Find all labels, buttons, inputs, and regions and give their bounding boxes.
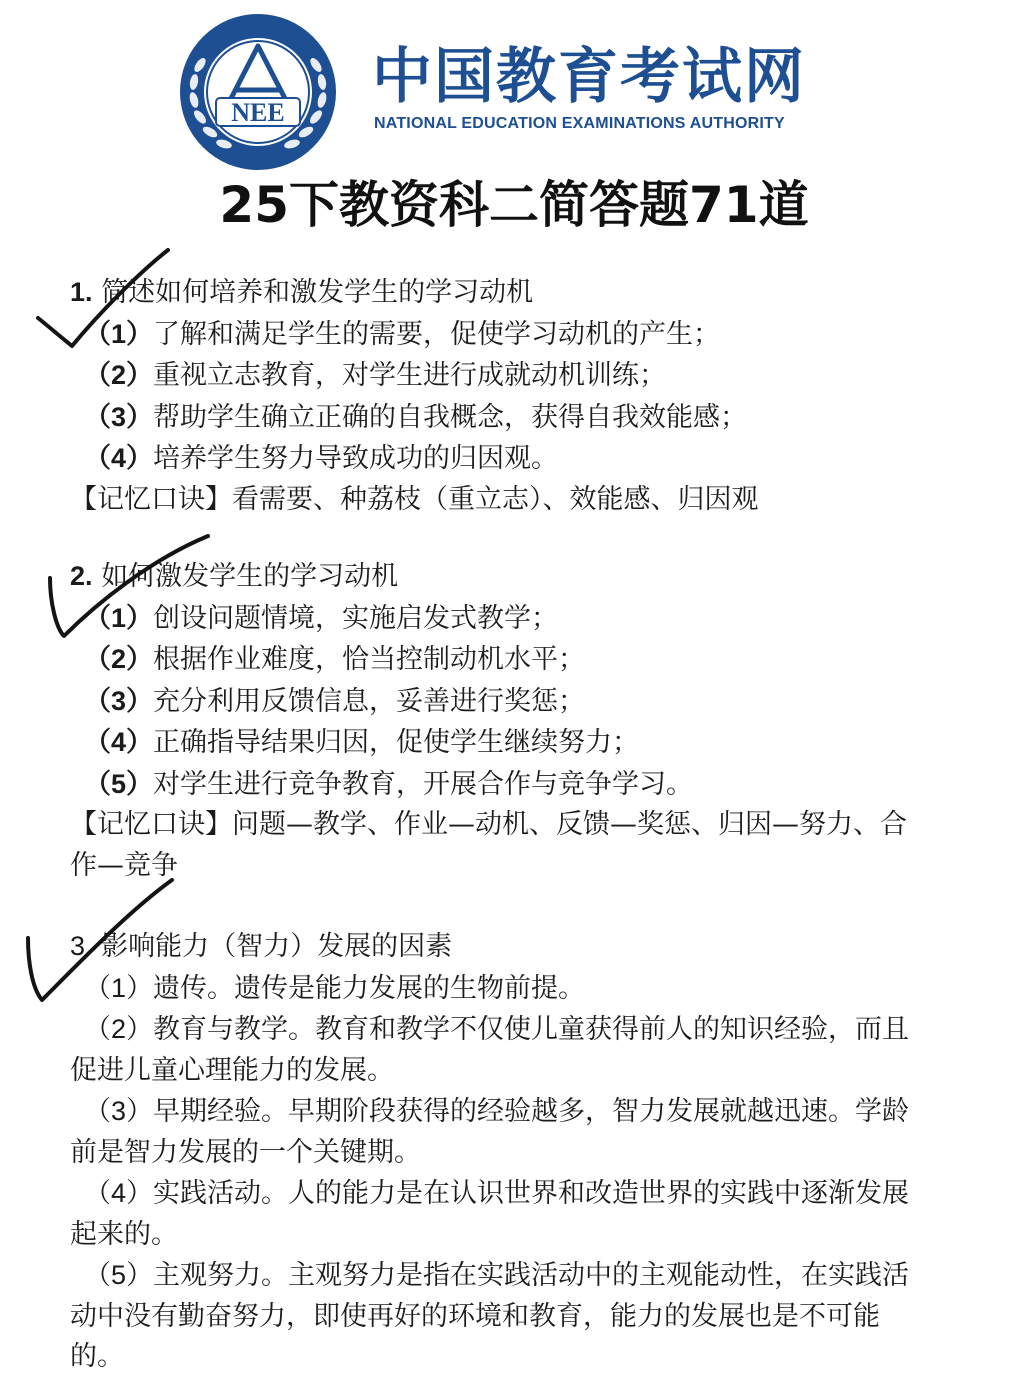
item-text: 教育与教学。教育和教学不仅使儿童获得前人的知识经验，而且 — [153, 1014, 910, 1045]
nee-seal-icon — [178, 12, 338, 172]
document-body — [70, 272, 970, 1378]
item-text: 重视立志教育，对学生进行成就动机训练； — [153, 360, 667, 391]
item-text-continued: 动中没有勤奋努力，即使再好的环境和教育，能力的发展也是不可能 — [70, 1300, 880, 1332]
brand-name-en: NATIONAL EDUCATION EXAMINATIONS AUTHORITY — [374, 115, 785, 132]
header — [0, 0, 1028, 175]
item-marker: （1） — [84, 972, 154, 1003]
question-3 — [70, 926, 970, 1378]
item-marker: （3） — [84, 685, 154, 716]
question-heading — [70, 926, 970, 968]
item-text: 充分利用反馈信息，妥善进行奖惩； — [153, 685, 586, 717]
list-item — [70, 355, 970, 397]
item-marker: （2） — [84, 360, 154, 390]
list-item — [70, 764, 970, 806]
list-item — [70, 968, 970, 1010]
item-marker: （3） — [84, 401, 154, 432]
item-marker: （3） — [84, 1096, 154, 1126]
list-item — [70, 639, 970, 681]
list-item — [70, 681, 970, 723]
item-text-continued: 前是智力发展的一个关键期。 — [70, 1136, 421, 1168]
question-2 — [70, 556, 970, 886]
item-marker: （2） — [84, 1014, 154, 1044]
list-item — [70, 314, 970, 356]
item-marker: （4） — [84, 443, 154, 473]
item-text: 帮助学生确立正确的自我概念，获得自我效能感； — [153, 401, 748, 433]
question-heading — [70, 556, 970, 598]
question-1 — [70, 272, 970, 520]
item-text-continued: 起来的。 — [70, 1218, 178, 1250]
item-text: 主观努力。主观努力是指在实践活动中的主观能动性，在实践活 — [153, 1260, 910, 1291]
item-text: 培养学生努力导致成功的归因观。 — [153, 443, 559, 474]
item-marker: （1） — [84, 318, 154, 349]
list-item — [70, 1009, 970, 1051]
list-item — [70, 438, 970, 480]
item-text: 遗传。遗传是能力发展的生物前提。 — [153, 972, 586, 1004]
item-marker: （4） — [84, 1178, 154, 1208]
question-title: 影响能力（智力）发展的因素 — [101, 931, 453, 962]
question-number: 3. — [70, 931, 93, 961]
page-title: 25下教资科二简答题71道 — [219, 176, 809, 234]
question-number: 1. — [70, 277, 93, 307]
item-text: 对学生进行竞争教育，开展合作与竞争学习。 — [153, 768, 694, 800]
mnemonic: 【记忆口诀】问题—教学、作业—动机、反馈—奖惩、归因—努力、合 — [70, 809, 907, 840]
list-item — [70, 397, 970, 439]
mnemonic-continued: 作—竞争 — [70, 849, 178, 881]
list-item — [70, 1091, 970, 1133]
question-heading — [70, 272, 970, 314]
item-text-continued: 的。 — [70, 1341, 124, 1372]
question-title: 如何激发学生的学习动机 — [101, 561, 399, 592]
question-number: 2. — [70, 561, 93, 591]
item-marker: （2） — [84, 644, 154, 674]
item-text: 正确指导结果归因，促使学生继续努力； — [153, 727, 640, 758]
seal-text: NEE — [231, 98, 285, 127]
item-text: 创设问题情境，实施启发式教学； — [153, 602, 559, 634]
list-item — [70, 1173, 970, 1215]
item-text: 早期经验。早期阶段获得的经验越多，智力发展就越迅速。学龄 — [153, 1096, 910, 1127]
item-text-continued: 促进儿童心理能力的发展。 — [70, 1054, 394, 1086]
brand-name-cn: 中国教育考试网 — [372, 42, 806, 112]
item-marker: （5） — [84, 1260, 154, 1290]
mnemonic: 【记忆口诀】看需要、种荔枝（重立志）、效能感、归因观 — [70, 483, 759, 515]
item-marker: （1） — [84, 602, 154, 633]
item-text: 了解和满足学生的需要，促使学习动机的产生； — [153, 318, 721, 350]
item-marker: （5） — [84, 768, 154, 799]
item-text: 根据作业难度，恰当控制动机水平； — [153, 644, 586, 675]
item-text: 实践活动。人的能力是在认识世界和改造世界的实践中逐渐发展 — [153, 1178, 910, 1209]
list-item — [70, 598, 970, 640]
item-marker: （4） — [84, 727, 154, 757]
question-title: 简述如何培养和激发学生的学习动机 — [101, 277, 534, 308]
list-item — [70, 722, 970, 764]
list-item — [70, 1255, 970, 1297]
